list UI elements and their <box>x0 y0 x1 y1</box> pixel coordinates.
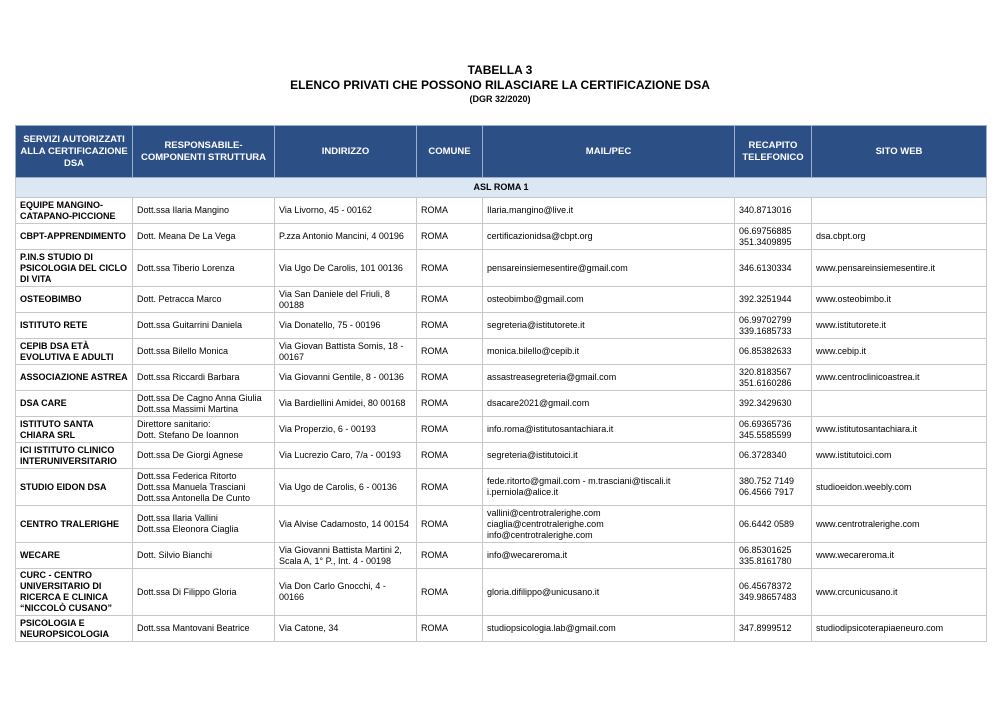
tel-line: 06.69756885 <box>739 225 792 236</box>
comune-cell: ROMA <box>417 224 483 250</box>
address-cell: Via San Daniele del Friuli, 8 00188 <box>275 287 417 313</box>
responsible-cell <box>133 365 275 391</box>
mail-cell <box>483 506 735 543</box>
resp-line: Dott.ssa Antonella De Cunto <box>137 492 251 503</box>
document-subtitle: (DGR 32/2020) <box>469 94 531 104</box>
mail-cell <box>483 224 735 250</box>
mail-cell <box>483 365 735 391</box>
mail-line: segreteria@istitutorete.it <box>487 320 585 330</box>
mail-line: info@centrotralerighe.com <box>487 529 593 540</box>
table-row <box>16 313 987 339</box>
tel-line: 346.6130334 <box>739 262 792 273</box>
mail-cell <box>483 339 735 365</box>
mail-line: fede.ritorto@gmail.com - m.trasciani@tiscali.it <box>487 476 671 486</box>
responsible-cell <box>133 224 275 250</box>
phone-cell <box>735 339 812 365</box>
website-cell: www.istitutorete.it <box>812 313 987 339</box>
service-name: P.IN.S STUDIO DI PSICOLOGIA DEL CICLO DI VITA <box>16 250 133 287</box>
col-header-sito: SITO WEB <box>812 126 987 178</box>
responsible-cell <box>133 287 275 313</box>
table-row <box>16 506 987 543</box>
table-row <box>16 417 987 443</box>
mail-line: certificazionidsa@cbpt.org <box>487 231 593 241</box>
table-row <box>16 198 987 224</box>
service-name: WECARE <box>16 543 133 569</box>
phone-cell <box>735 469 812 506</box>
mail-line: info@wecareroma.it <box>487 550 568 560</box>
table-row <box>16 339 987 365</box>
address-cell: Via Livorno, 45 - 00162 <box>275 198 417 224</box>
comune-cell: ROMA <box>417 569 483 616</box>
address-cell: Via Alvise Cadamosto, 14 00154 <box>275 506 417 543</box>
resp-line: Dott.ssa Manuela Trasciani <box>137 481 246 492</box>
service-name: CEPIB DSA ETÀ EVOLUTIVA E ADULTI <box>16 339 133 365</box>
tel-line: 349.98657483 <box>739 592 797 602</box>
mail-line: Ilaria.mangino@live.it <box>487 205 574 215</box>
mail-cell <box>483 313 735 339</box>
col-header-mail: MAIL/PEC <box>483 126 735 178</box>
table-row <box>16 365 987 391</box>
table-row <box>16 287 987 313</box>
comune-cell: ROMA <box>417 391 483 417</box>
resp-line: Dott.ssa De Giorgi Agnese <box>137 450 244 460</box>
comune-cell: ROMA <box>417 198 483 224</box>
responsible-cell <box>133 313 275 339</box>
address-cell: Via Giovanni Gentile, 8 - 00136 <box>275 365 417 391</box>
address-cell: Via Properzio, 6 - 00193 <box>275 417 417 443</box>
phone-cell <box>735 569 812 616</box>
tel-line: 351.3409895 <box>739 236 792 247</box>
phone-cell <box>735 417 812 443</box>
website-cell: www.wecareroma.it <box>812 543 987 569</box>
comune-cell: ROMA <box>417 506 483 543</box>
resp-line: Dott. Stefano De Ioannon <box>137 429 239 440</box>
phone-cell <box>735 391 812 417</box>
address-cell: Via Giovanni Battista Martini 2, Scala A, 1° P., Int. 4 - 00198 <box>275 543 417 569</box>
website-cell <box>812 391 987 417</box>
table-row <box>16 391 987 417</box>
comune-cell: ROMA <box>417 365 483 391</box>
mail-cell <box>483 417 735 443</box>
providers-table <box>15 125 987 642</box>
comune-cell: ROMA <box>417 469 483 506</box>
mail-line: assastreasegreteria@gmail.com <box>487 372 617 382</box>
resp-line: Dott.ssa Riccardi Barbara <box>137 372 240 382</box>
responsible-cell <box>133 198 275 224</box>
website-cell: dsa.cbpt.org <box>812 224 987 250</box>
phone-cell <box>735 543 812 569</box>
responsible-cell <box>133 391 275 417</box>
document-title-block <box>0 63 1000 105</box>
resp-line: Dott.ssa Bilello Monica <box>137 346 229 356</box>
service-name: ISTITUTO SANTA CHIARA SRL <box>16 417 133 443</box>
website-cell: www.centroclinicoastrea.it <box>812 365 987 391</box>
col-header-indirizzo: INDIRIZZO <box>275 126 417 178</box>
mail-line: monica.bilello@cepib.it <box>487 346 580 356</box>
section-label: ASL ROMA 1 <box>16 178 987 198</box>
mail-line: pensareinsiemesentire@gmail.com <box>487 262 628 273</box>
resp-line: Dott. Petracca Marco <box>137 294 222 304</box>
address-cell: Via Don Carlo Gnocchi, 4 - 00166 <box>275 569 417 616</box>
table-row <box>16 616 987 642</box>
responsible-cell <box>133 250 275 287</box>
mail-line: i.perniola@alice.it <box>487 487 559 497</box>
table-row <box>16 224 987 250</box>
resp-line: Dott.ssa Guitarrini Daniela <box>137 320 243 330</box>
phone-cell <box>735 224 812 250</box>
resp-line: Dott.ssa Ilaria Mangino <box>137 205 230 215</box>
mail-cell <box>483 616 735 642</box>
mail-line: info.roma@istitutosantachiara.it <box>487 424 614 434</box>
resp-line: Dott.ssa Federica Ritorto <box>137 470 237 481</box>
tel-line: 06.45678372 <box>739 581 792 591</box>
comune-cell: ROMA <box>417 616 483 642</box>
comune-cell: ROMA <box>417 543 483 569</box>
col-header-servizi: SERVIZI AUTORIZZATI ALLA CERTIFICAZIONE DSA <box>16 126 133 178</box>
mail-line: osteobimbo@gmail.com <box>487 294 584 304</box>
tel-line: 06.4566 7917 <box>739 487 795 497</box>
website-cell <box>812 198 987 224</box>
service-name: STUDIO EIDON DSA <box>16 469 133 506</box>
address-cell: Via Donatello, 75 - 00196 <box>275 313 417 339</box>
address-cell: Via Giovan Battista Somis, 18 - 00167 <box>275 339 417 365</box>
phone-cell <box>735 287 812 313</box>
service-name: ASSOCIAZIONE ASTREA <box>16 365 133 391</box>
table-row <box>16 469 987 506</box>
table-row <box>16 250 987 287</box>
service-name: EQUIPE MANGINO-CATAPANO-PICCIONE <box>16 198 133 224</box>
tel-line: 392.3251944 <box>739 294 792 304</box>
mail-line: segreteria@istitutoici.it <box>487 450 578 460</box>
website-cell: www.osteobimbo.it <box>812 287 987 313</box>
mail-line: gloria.difilippo@unicusano.it <box>487 586 600 597</box>
mail-cell <box>483 198 735 224</box>
header-row <box>16 126 987 178</box>
phone-cell <box>735 313 812 339</box>
resp-line: Dott.ssa Mantovani Beatrice <box>137 623 250 633</box>
comune-cell: ROMA <box>417 339 483 365</box>
mail-cell <box>483 443 735 469</box>
website-cell: studioeidon.weebly.com <box>812 469 987 506</box>
col-header-comune: COMUNE <box>417 126 483 178</box>
tel-line: 06.85382633 <box>739 346 792 356</box>
mail-line: ciaglia@centrotralerighe.com <box>487 518 604 529</box>
table-row <box>16 443 987 469</box>
section-row <box>16 178 987 198</box>
table-number: TABELLA 3 <box>467 63 533 77</box>
service-name: CURC - CENTRO UNIVERSITARIO DI RICERCA E CLINICA “NICCOLÒ CUSANO” <box>16 569 133 616</box>
phone-cell <box>735 616 812 642</box>
phone-cell <box>735 198 812 224</box>
resp-line: Dott. Silvio Bianchi <box>137 550 213 560</box>
table-row <box>16 569 987 616</box>
responsible-cell <box>133 339 275 365</box>
service-name: OSTEOBIMBO <box>16 287 133 313</box>
responsible-cell <box>133 569 275 616</box>
tel-line: 335.8161780 <box>739 555 792 566</box>
mail-cell <box>483 250 735 287</box>
phone-cell <box>735 250 812 287</box>
tel-line: 340.8713016 <box>739 205 792 215</box>
col-header-responsabile: RESPONSABILE-COMPONENTI STRUTTURA <box>133 126 275 178</box>
website-cell: studiodipsicoterapiaeneuro.com <box>812 616 987 642</box>
mail-cell <box>483 391 735 417</box>
tel-line: 339.1685733 <box>739 325 792 336</box>
tel-line: 380.752 7149 <box>739 476 795 486</box>
resp-line: Dott.ssa Massimi Martina <box>137 403 239 414</box>
comune-cell: ROMA <box>417 313 483 339</box>
phone-cell <box>735 443 812 469</box>
mail-cell <box>483 287 735 313</box>
address-cell: Via Lucrezio Caro, 7/a - 00193 <box>275 443 417 469</box>
mail-line: dsacare2021@gmail.com <box>487 398 590 408</box>
tel-line: 06.3728340 <box>739 450 787 460</box>
service-name: ICI ISTITUTO CLINICO INTERUNIVERSITARIO <box>16 443 133 469</box>
service-name: CENTRO TRALERIGHE <box>16 506 133 543</box>
tel-line: 06.69365736 <box>739 418 792 429</box>
mail-line: vallini@centrotralerighe.com <box>487 507 601 518</box>
resp-line: Dott.ssa Ilaria Vallini <box>137 513 218 523</box>
address-cell: Via Ugo De Carolis, 101 00136 <box>275 250 417 287</box>
service-name: PSICOLOGIA E NEUROPSICOLOGIA <box>16 616 133 642</box>
responsible-cell <box>133 543 275 569</box>
comune-cell: ROMA <box>417 443 483 469</box>
comune-cell: ROMA <box>417 250 483 287</box>
resp-line: Dott.ssa Eleonora Ciaglia <box>137 524 239 534</box>
tel-line: 06.6442 0589 <box>739 518 795 529</box>
document-title: ELENCO PRIVATI CHE POSSONO RILASCIARE LA CERTIFICAZIONE DSA <box>290 78 710 92</box>
website-cell: www.istitutoici.com <box>812 443 987 469</box>
responsible-cell <box>133 417 275 443</box>
website-cell: www.cebip.it <box>812 339 987 365</box>
tel-line: 392.3429630 <box>739 398 792 408</box>
tel-line: 320.8183567 <box>739 366 792 377</box>
table-row <box>16 543 987 569</box>
responsible-cell <box>133 443 275 469</box>
mail-cell <box>483 469 735 506</box>
mail-cell <box>483 543 735 569</box>
tel-line: 351.6160286 <box>739 377 792 388</box>
comune-cell: ROMA <box>417 287 483 313</box>
responsible-cell <box>133 506 275 543</box>
col-header-recapito: RECAPITO TELEFONICO <box>735 126 812 178</box>
service-name: CBPT-APPRENDIMENTO <box>16 224 133 250</box>
responsible-cell <box>133 469 275 506</box>
address-cell: P.zza Antonio Mancini, 4 00196 <box>275 224 417 250</box>
tel-line: 06.99702799 <box>739 314 792 325</box>
resp-line: Dott.ssa Tiberio Lorenza <box>137 262 235 273</box>
service-name: DSA CARE <box>16 391 133 417</box>
resp-line: Dott.ssa De Cagno Anna Giulia <box>137 392 262 403</box>
website-cell: www.crcunicusano.it <box>812 569 987 616</box>
mail-line: studiopsicologia.lab@gmail.com <box>487 623 616 633</box>
address-cell: Via Bardiellini Amidei, 80 00168 <box>275 391 417 417</box>
website-cell: www.centrotralerighe.com <box>812 506 987 543</box>
responsible-cell <box>133 616 275 642</box>
website-cell: www.istitutosantachiara.it <box>812 417 987 443</box>
resp-line: Direttore sanitario: <box>137 418 211 429</box>
tel-line: 347.8999512 <box>739 623 792 633</box>
resp-line: Dott.ssa Di Filippo Gloria <box>137 586 237 597</box>
resp-line: Dott. Meana De La Vega <box>137 231 236 241</box>
address-cell: Via Ugo de Carolis, 6 - 00136 <box>275 469 417 506</box>
tel-line: 345.5585599 <box>739 429 792 440</box>
website-cell: www.pensareinsiemesentire.it <box>812 250 987 287</box>
phone-cell <box>735 365 812 391</box>
service-name: ISTITUTO RETE <box>16 313 133 339</box>
mail-cell <box>483 569 735 616</box>
comune-cell: ROMA <box>417 417 483 443</box>
phone-cell <box>735 506 812 543</box>
address-cell: Via Catone, 34 <box>275 616 417 642</box>
tel-line: 06.85301625 <box>739 544 792 555</box>
